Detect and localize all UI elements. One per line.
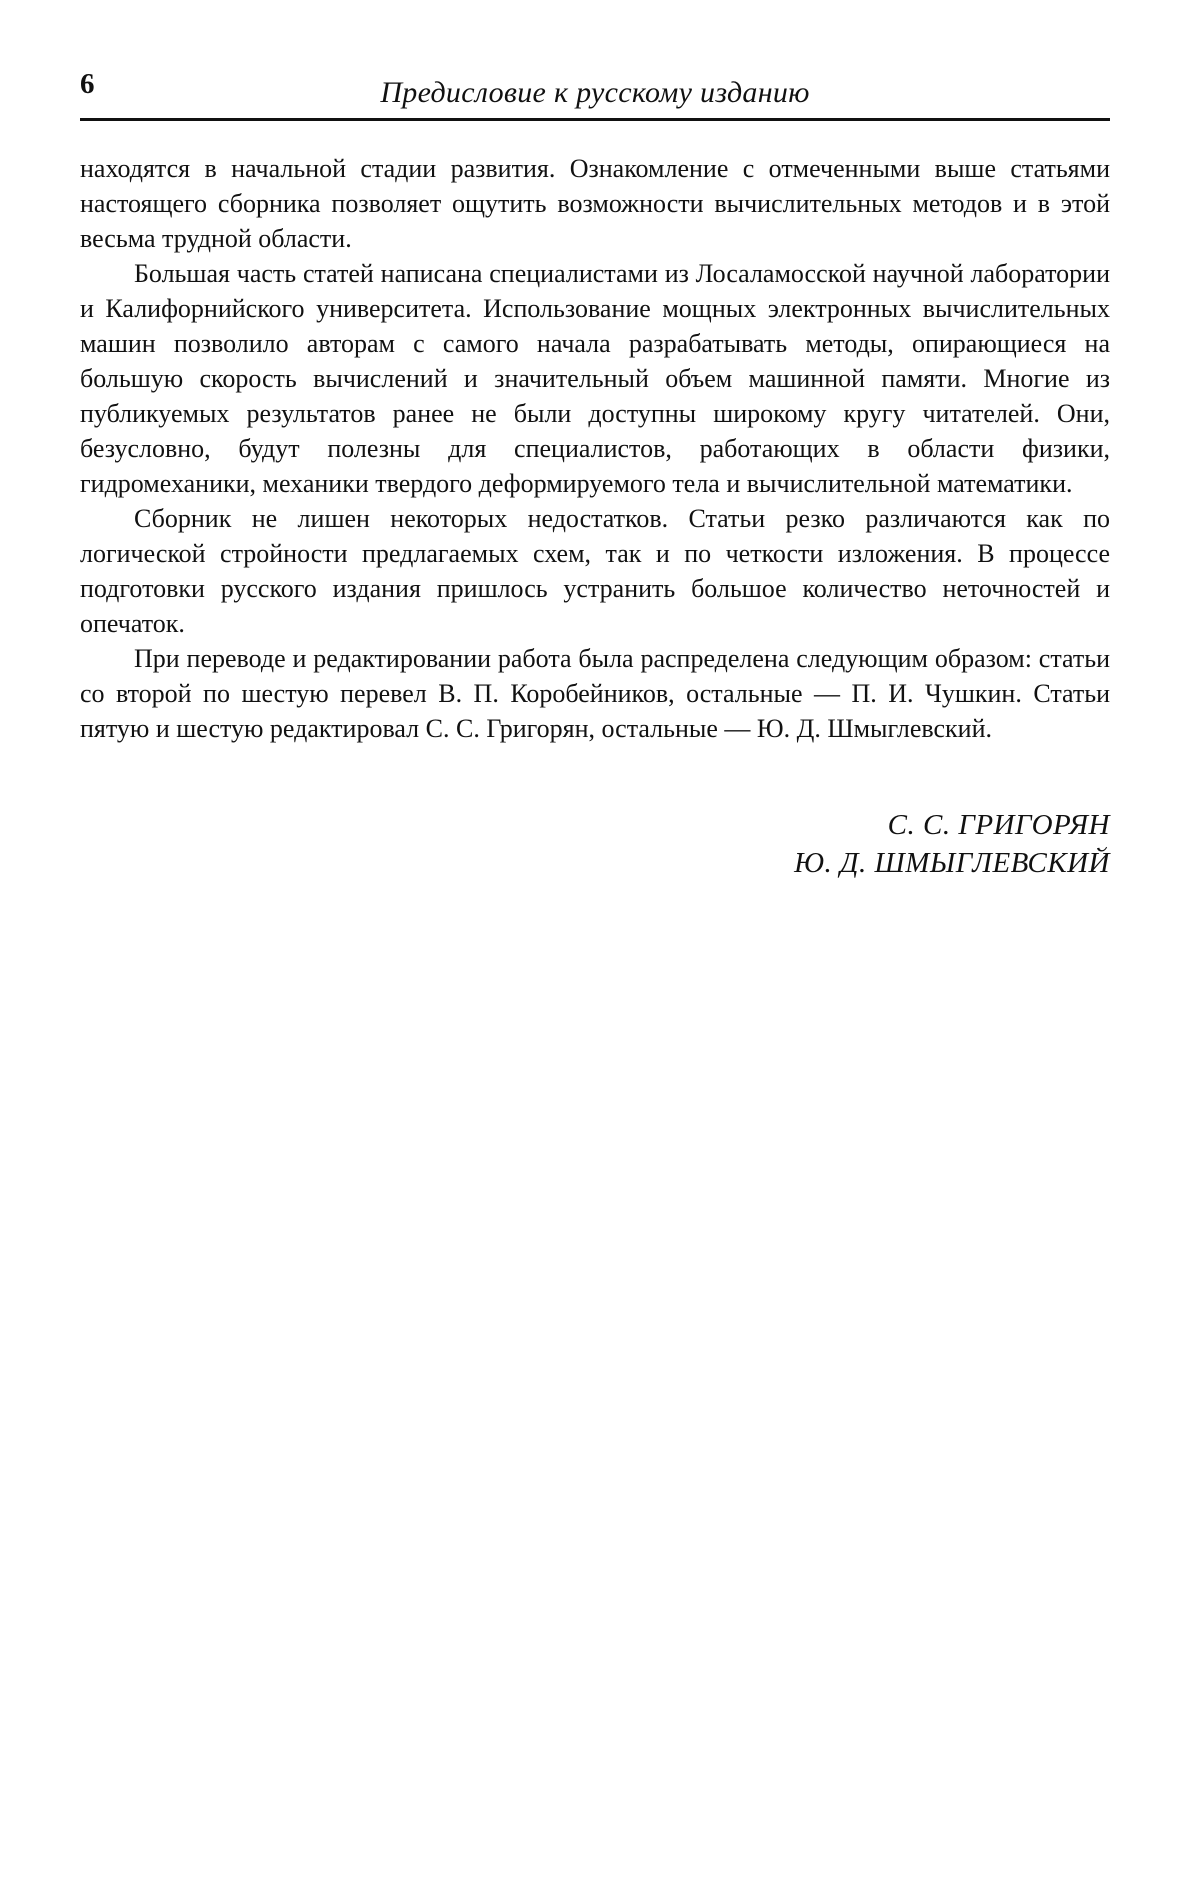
running-head	[80, 60, 1110, 121]
body-text	[80, 151, 1110, 746]
paragraph-shortcomings: Сборник не лишен некоторых недостатков. Статьи резко различаются как по логической стройности предлагаемых схем, так и по четкости изложения. В процессе подготовки русского издания пришлось устранить большое количество неточностей и опечаток.	[80, 501, 1110, 641]
paragraph-continuation: находятся в начальной стадии развития. Ознакомление с отмеченными выше статьями настоящего сборника позволяет ощутить возможности вычислительных методов и в этой весьма трудной области.	[80, 151, 1110, 256]
signature-block	[80, 806, 1110, 882]
paragraph-authors: Большая часть статей написана специалистами из Лосаламосской научной лаборатории и Калифорнийского университета. Использование мощных электронных вычислительных машин позволило авторам с самого начала разрабатывать методы, опирающиеся на большую скорость вычислений и значительный объем машинной памяти. Многие из публикуемых результатов ранее не были доступны широкому кругу читателей. Они, безусловно, будут полезны для специалистов, работающих в области физики, гидромеханики, механики твердого деформируемого тела и вычислительной математики.	[80, 256, 1110, 501]
paragraph-translation: При переводе и редактировании работа была распределена следующим образом: статьи со второй по шестую перевел В. П. Коробейников, остальные — П. И. Чушкин. Статьи пятую и шестую редактировал С. С. Григорян, остальные — Ю. Д. Шмыглевский.	[80, 641, 1110, 746]
signature-shmyglevsky: Ю. Д. ШМЫГЛЕВСКИЙ	[80, 844, 1110, 882]
page-number: 6	[80, 68, 95, 101]
book-page	[80, 60, 1110, 882]
signature-grigoryan: С. С. ГРИГОРЯН	[80, 806, 1110, 844]
running-title: Предисловие к русскому изданию	[80, 76, 1110, 110]
